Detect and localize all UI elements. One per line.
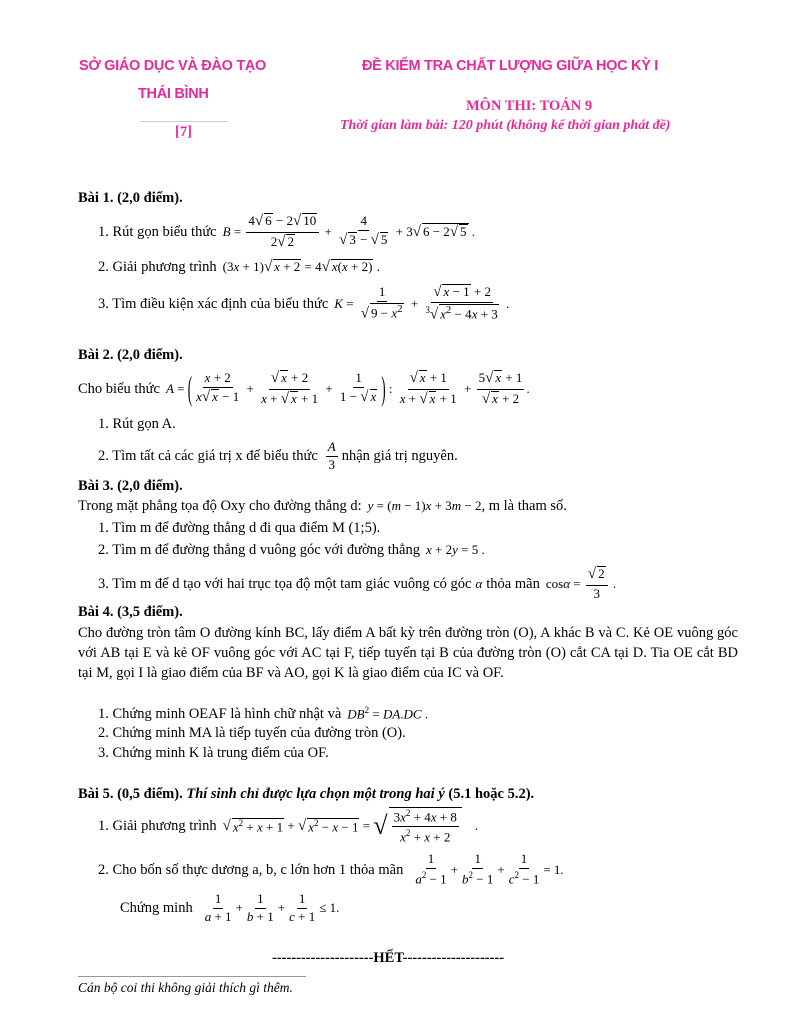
bai3-intro-text-b: , m là tham số. bbox=[481, 497, 567, 514]
formula-a-over-3: $\frac{A}{3}$ bbox=[327, 438, 336, 472]
bai1-q1-text: 1. Rút gọn biểu thức bbox=[98, 223, 217, 240]
department-name: SỞ GIÁO DỤC VÀ ĐÀO TẠO bbox=[79, 58, 267, 74]
bai3-q2-text: 2. Tìm m để đường thẳng d vuông góc với đường thẳng bbox=[98, 541, 420, 558]
exam-time: Thời gian làm bài: 120 phút (không kể thời gian phát đề) bbox=[340, 118, 671, 133]
bai1-heading: Bài 1. (2,0 điểm). bbox=[78, 190, 183, 206]
province-name: THÁI BÌNH bbox=[138, 86, 209, 102]
formula-k: K = $\frac{1}{√ 9 - x^2}$ + $\frac{√ x - 1 + 2}{^3√ x^2 - 4x + 3}$ . bbox=[334, 284, 510, 323]
footer-note: Cán bộ coi thi không giải thích gì thêm. bbox=[78, 980, 293, 995]
bai4-heading: Bài 4. (3,5 điểm). bbox=[78, 604, 183, 620]
bai3-q2 bbox=[98, 540, 485, 560]
bai5-q2 bbox=[98, 850, 564, 890]
formula-a: A = ( $\frac{x + 2}{x√ x - 1}$ + $\frac{√ x + 2}{x + √ x + 1}$ + $\frac{1}{1 - √ x}$ ) : $\frac{√ x + 1}{x + √ x + 1}$ + $\frac{5√ x + 1}{√ x + 2}$ . bbox=[165, 368, 530, 408]
bai4-text: Cho đường tròn tâm O đường kính BC, lấy điểm A bất kỳ trên đường tròn (O), A khác B và C. Kẻ OE vuông góc với AB tại E và kẻ OF vuông góc với AC tại F, tiếp tuyến tại B của đường tròn (O) cắt CA tại D. Tia OE cắt BD tại M, gọi I là giao điểm của BF và AO, gọi K là giao điểm của IC và OF. bbox=[78, 625, 738, 681]
bai3-q3 bbox=[98, 562, 616, 606]
bai2-intro-text: Cho biểu thức bbox=[78, 380, 160, 397]
bai3-q3-text-a: 3. Tìm m để d tạo với hai trục tọa độ một tam giác vuông có góc bbox=[98, 575, 472, 592]
bai3-intro bbox=[78, 496, 567, 516]
bai5-q1-text: 1. Giải phương trình bbox=[98, 817, 217, 834]
exam-subject: MÔN THI: TOÁN 9 bbox=[466, 98, 593, 114]
exam-code: [7] bbox=[175, 124, 192, 140]
bai1-q2-text: 2. Giải phương trình bbox=[98, 258, 217, 275]
bai1-q1 bbox=[98, 210, 475, 254]
header-divider bbox=[140, 121, 228, 122]
bai4-q3: 3. Chứng minh K là trung điểm của OF. bbox=[98, 745, 329, 761]
bai2-intro bbox=[78, 366, 530, 412]
bai5-q2-text: 2. Cho bốn số thực dương a, b, c lớn hơn 1 thỏa mãn bbox=[98, 861, 404, 878]
bai2-q1: 1. Rút gọn A. bbox=[98, 416, 176, 432]
footer-divider bbox=[78, 976, 306, 977]
bai3-heading: Bài 3. (2,0 điểm). bbox=[78, 478, 183, 494]
exam-title: ĐỀ KIỂM TRA CHẤT LƯỢNG GIỮA HỌC KỲ I bbox=[362, 58, 659, 74]
bai5-q1 bbox=[98, 804, 478, 848]
bai4-q1 bbox=[98, 704, 428, 724]
bai3-q3-text-b: thỏa mãn bbox=[486, 575, 540, 592]
bai1-q2 bbox=[98, 256, 380, 278]
formula-inequality: $\frac{1}{a + 1}$ + $\frac{1}{b + 1}$ + $\frac{1}{c + 1}$ ≤ 1. bbox=[204, 890, 340, 924]
end-marker: ---------------------HẾT--------------------- bbox=[272, 950, 505, 966]
bai5-q2-prove-text: Chứng minh bbox=[120, 899, 193, 916]
bai2-q2-text-b: nhận giá trị nguyên. bbox=[341, 447, 458, 464]
bai5-heading-text: Bài 5. (0,5 điểm). bbox=[78, 786, 183, 802]
bai4-q2: 2. Chứng minh MA là tiếp tuyến của đường tròn (O). bbox=[98, 725, 406, 741]
bai4-q1-text: 1. Chứng minh OEAF là hình chữ nhật và bbox=[98, 705, 342, 722]
formula-condition: $\frac{1}{a^2 - 1}$ + $\frac{1}{b^2 - 1}$ + $\frac{1}{c^2 - 1}$ = 1. bbox=[415, 851, 564, 887]
alpha-symbol: α bbox=[475, 576, 483, 591]
bai2-q2-text-a: 2. Tìm tất cả các giá trị x để biểu thức bbox=[98, 447, 318, 464]
bai5-heading bbox=[78, 786, 534, 803]
formula-eq5: √ $x^2 + x + 1$ + √ $x^2 - x - 1$ = √ $\frac{3x^2 + 4x + 8}{x^2 + x + 2}$ . bbox=[222, 807, 479, 845]
bai1-q3 bbox=[98, 282, 509, 326]
formula-line-d: y = (m − 1)x + 3m − 2 bbox=[367, 498, 482, 513]
formula-db2: $DB^2 = DA.DC$ . bbox=[347, 705, 429, 722]
bai3-intro-text-a: Trong mặt phẳng tọa độ Oxy cho đường thẳng d: bbox=[78, 497, 362, 514]
bai5-q2-prove bbox=[120, 888, 339, 928]
bai1-q3-text: 3. Tìm điều kiện xác định của biểu thức bbox=[98, 295, 329, 312]
bai2-heading: Bài 2. (2,0 điểm). bbox=[78, 347, 183, 363]
formula-line-2: x + 2y = 5 . bbox=[425, 542, 485, 557]
formula-eq: (3x + 1)√ x + 2 = 4√ x(x + 2) . bbox=[222, 258, 380, 275]
formula-b: B = $\frac{4√ 6 - 2√ 10}{2√ 2}$ + $\frac{4}{√ 3 - √ 5}$ + 3 √ 6 − 2√ 5 . bbox=[222, 213, 476, 250]
bai5-note-tail: (5.1 hoặc 5.2). bbox=[448, 786, 535, 802]
bai3-q1: 1. Tìm m để đường thẳng d đi qua điểm M (1;5). bbox=[98, 520, 381, 536]
formula-cos: cos α = $\frac{√ 2}{3}$ . bbox=[545, 566, 617, 601]
bai2-q2 bbox=[98, 436, 458, 476]
bai5-note: Thí sinh chỉ được lựa chọn một trong hai ý bbox=[186, 786, 445, 802]
